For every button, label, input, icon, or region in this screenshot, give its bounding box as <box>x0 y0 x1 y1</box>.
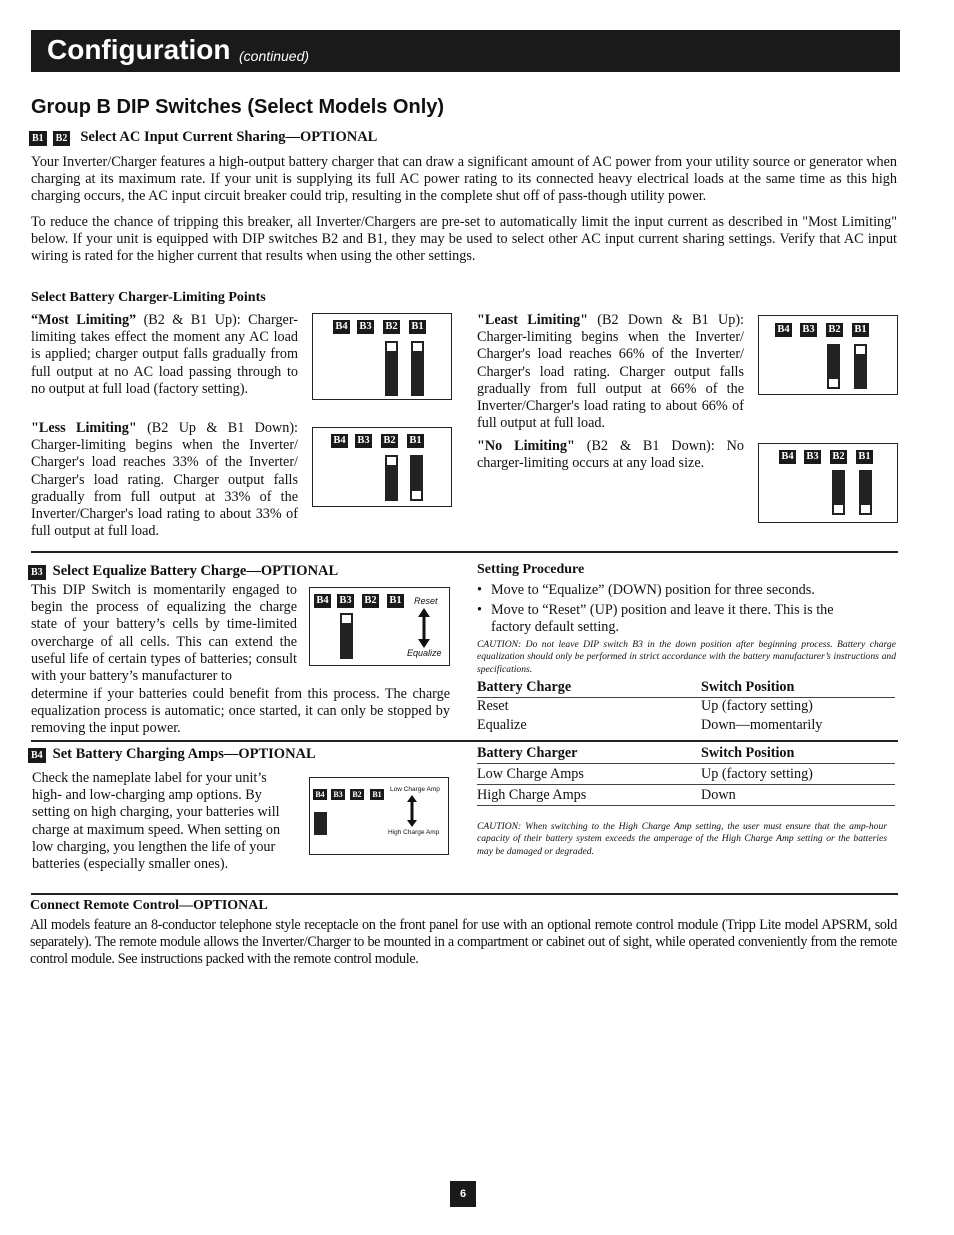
most-limiting-text <box>31 312 298 398</box>
switch-label-b3: B3 <box>355 434 372 448</box>
switch-label-b2: B2 <box>362 594 379 608</box>
switch-b2-down <box>832 470 845 515</box>
bullet-icon: • <box>477 602 482 618</box>
switch-label-b1: B1 <box>407 434 424 448</box>
switch-label-b2: B2 <box>350 789 364 800</box>
page-title-continued: (continued) <box>239 48 310 64</box>
procedure-bullet-1 <box>477 582 877 599</box>
amps-subheading <box>28 745 316 763</box>
equalize-text-a: This DIP Switch is momentarily engaged to begin the process of equalizing the charge state of your battery’s cells by time-limited overcharge of all cells. This can extend the useful life of certain types of batteries; consult with your battery’s manufacturer to <box>31 582 297 685</box>
less-limiting-text <box>31 420 298 540</box>
no-limiting-name: "No Limiting" <box>477 438 575 454</box>
up-down-arrow-icon <box>417 608 431 648</box>
page-number: 6 <box>450 1181 476 1207</box>
ac-sharing-paragraph-2: To reduce the chance of tripping this breaker, all Inverter/Chargers are pre-set to automatically limit the input current as described in "Most Limiting" below. If your unit is equipped with DIP switches B2 and B1, they may be used to select other AC input current sharing settings. Verify that AC input wiring is rated for the higher current that results when using the other settings. <box>31 214 897 265</box>
less-limiting-name: "Less Limiting" <box>31 420 137 436</box>
amps-caution: CAUTION: When switching to the High Charge Amp setting, the user must ensure that the amp-hour capacity of their battery system exceeds the amperage of the High Charge Amp setting or the batteries may be damaged or degraded. <box>477 821 887 857</box>
equalize-text-b: determine if your batteries could benefit from this process. The charge equalization process is automatic; once started, it can only be stopped by removing the input power. <box>31 686 450 737</box>
table-row <box>477 766 895 785</box>
table-cell: High Charge Amps <box>477 787 587 803</box>
switch-label-b4: B4 <box>314 594 331 608</box>
table-header: Switch Position <box>701 679 795 695</box>
tag-b4: B4 <box>28 748 46 763</box>
battery-charge-table <box>477 679 895 739</box>
least-limiting-name: "Least Limiting" <box>477 312 588 328</box>
table-header: Switch Position <box>701 745 795 761</box>
procedure-bullet-2 <box>477 602 877 636</box>
amps-heading: Set Battery Charging Amps—OPTIONAL <box>52 746 316 762</box>
switch-b1-up <box>411 341 424 396</box>
amps-text: Check the nameplate label for your unit’s high- and low-charging amp options. By setting on high charging, your batteries will charge at maximum speed. When setting on low charging, you lengthen the life of your batteries (especially smaller ones). <box>32 770 281 873</box>
switch-label-b2: B2 <box>826 323 843 337</box>
equalize-subheading <box>28 562 338 580</box>
tag-b3: B3 <box>28 565 46 580</box>
switch-label-b3: B3 <box>804 450 821 464</box>
switch-b1-down <box>859 470 872 515</box>
switch-label-b2: B2 <box>381 434 398 448</box>
table-row <box>477 717 895 735</box>
dip-diagram-equalize <box>309 587 450 666</box>
ac-sharing-heading: Select AC Input Current Sharing—OPTIONAL <box>80 129 378 145</box>
switch-b3-up <box>340 613 353 659</box>
table-cell: Down—momentarily <box>701 717 823 733</box>
switch-label-b1: B1 <box>370 789 384 800</box>
ac-sharing-subheading <box>29 128 377 146</box>
dip-diagram-charge-amps <box>309 777 449 855</box>
page-title: Configuration <box>47 34 231 65</box>
switch-label-b3: B3 <box>357 320 374 334</box>
least-limiting-text <box>477 312 744 432</box>
most-limiting-desc: (B2 & B1 Up): Charger-limiting takes effect the moment any AC load is applied; charger output falls gradually from full output at no AC load passing through to no output at full load (factory setting). <box>31 312 298 397</box>
switch-b2-up <box>385 455 398 501</box>
switch-label-b3: B3 <box>800 323 817 337</box>
table-header-row <box>477 745 895 764</box>
switch-label-b4: B4 <box>333 320 350 334</box>
switch-label-b4: B4 <box>331 434 348 448</box>
switch-b1-down <box>410 455 423 501</box>
switch-label-b3: B3 <box>337 594 354 608</box>
table-header-row <box>477 679 895 698</box>
group-b-heading: Group B DIP Switches (Select Models Only) <box>31 96 445 118</box>
dip-diagram-less-limiting <box>312 427 452 507</box>
section-divider <box>31 893 898 895</box>
switch-b2-down <box>827 344 840 389</box>
remote-text: All models feature an 8-conductor telephone style receptacle on the front panel for use with an optional remote control module (Tripp Lite model APSRM, sold separately). The remote module allows the Inverter/Charger to be mounted in a compartment or cabinet out of sight, while operated conveniently from the remote control module. See instructions packed with the remote control module. <box>30 917 897 968</box>
no-limiting-text <box>477 438 744 472</box>
switch-label-b1: B1 <box>852 323 869 337</box>
switch-label-b1: B1 <box>856 450 873 464</box>
dip-diagram-most-limiting <box>312 313 452 400</box>
switch-label-b4: B4 <box>313 789 327 800</box>
switch-label-b2: B2 <box>383 320 400 334</box>
most-limiting-name: “Most Limiting” <box>31 312 137 328</box>
section-divider <box>31 551 898 553</box>
no-limiting-desc: (B2 & B1 Down): No charger-limiting occurs at any load size. <box>477 438 744 472</box>
switch-b1-up <box>854 344 867 389</box>
high-charge-amp-label: High Charge Amp <box>388 829 440 836</box>
table-row <box>477 698 895 716</box>
table-cell: Down <box>701 787 736 803</box>
low-charge-amp-label: Low Charge Amp <box>390 786 440 793</box>
switch-label-b1: B1 <box>409 320 426 334</box>
equalize-heading: Select Equalize Battery Charge—OPTIONAL <box>52 563 339 579</box>
table-cell: Up (factory setting) <box>701 766 813 782</box>
bullet-icon: • <box>477 582 482 598</box>
tag-b1: B1 <box>29 131 47 146</box>
table-header: Battery Charge <box>477 679 572 695</box>
table-cell: Equalize <box>477 717 527 733</box>
switch-label-b4: B4 <box>779 450 796 464</box>
least-limiting-desc: (B2 Down & B1 Up): Charger-limiting begins when the Inverter/ Charger's load reaches 66% of the Inverter/ Charger's load rating. Charger output falls gradually from full output at 66% of the Inverter/Charger's load rating to about 66% of full output at full load. <box>477 312 744 432</box>
ac-sharing-paragraph-1: Your Inverter/Charger features a high-output battery charger that can draw a significant amount of AC power from your utility source or generator when charging at its maximum rate. If your unit is supplying its full AC power rating to its connected heavy electrical loads at the same time as this high charging occurs, the AC input circuit breaker could trip, resulting in the complete shut off of pass-though utility power. <box>31 154 897 205</box>
battery-charger-table <box>477 745 895 807</box>
switch-label-b2: B2 <box>830 450 847 464</box>
table-cell: Reset <box>477 698 509 714</box>
dip-diagram-least-limiting <box>758 315 898 395</box>
switch-b2-up <box>385 341 398 396</box>
up-down-arrow-icon <box>406 795 418 827</box>
switch-b4-up <box>314 812 327 835</box>
remote-heading: Connect Remote Control—OPTIONAL <box>30 898 268 913</box>
less-limiting-desc: (B2 Up & B1 Down): Charger-limiting begins when the Inverter/ Charger's load reaches 33% of the Inverter/ Charger's load rating. Charger output falls gradually from full output at 33% of the Inverter/Charger's load rating to about 33% of full output at full load. <box>31 420 298 540</box>
switch-label-b1: B1 <box>387 594 404 608</box>
dip-diagram-no-limiting <box>758 443 898 523</box>
switch-label-b4: B4 <box>775 323 792 337</box>
table-cell: Up (factory setting) <box>701 698 813 714</box>
section-header-bar <box>31 30 900 72</box>
switch-label-b3: B3 <box>331 789 345 800</box>
section-divider <box>31 740 898 742</box>
table-cell: Low Charge Amps <box>477 766 584 782</box>
equalize-label: Equalize <box>407 648 442 658</box>
procedure-heading: Setting Procedure <box>477 562 585 577</box>
procedure-bullet-text: Move to “Reset” (UP) position and leave it there. This is the factory default setting. <box>491 602 834 636</box>
tag-b2: B2 <box>53 131 71 146</box>
table-header: Battery Charger <box>477 745 578 761</box>
procedure-bullet-text: Move to “Equalize” (DOWN) position for three seconds. <box>491 582 815 598</box>
table-row <box>477 787 895 806</box>
limiting-heading: Select Battery Charger-Limiting Points <box>31 290 266 305</box>
reset-label: Reset <box>414 596 438 606</box>
procedure-caution: CAUTION: Do not leave DIP switch B3 in the down position after beginning process. Battery charge equalization should only be performed in strict accordance with the battery manufacturer’s instructions and specifications. <box>477 639 896 675</box>
